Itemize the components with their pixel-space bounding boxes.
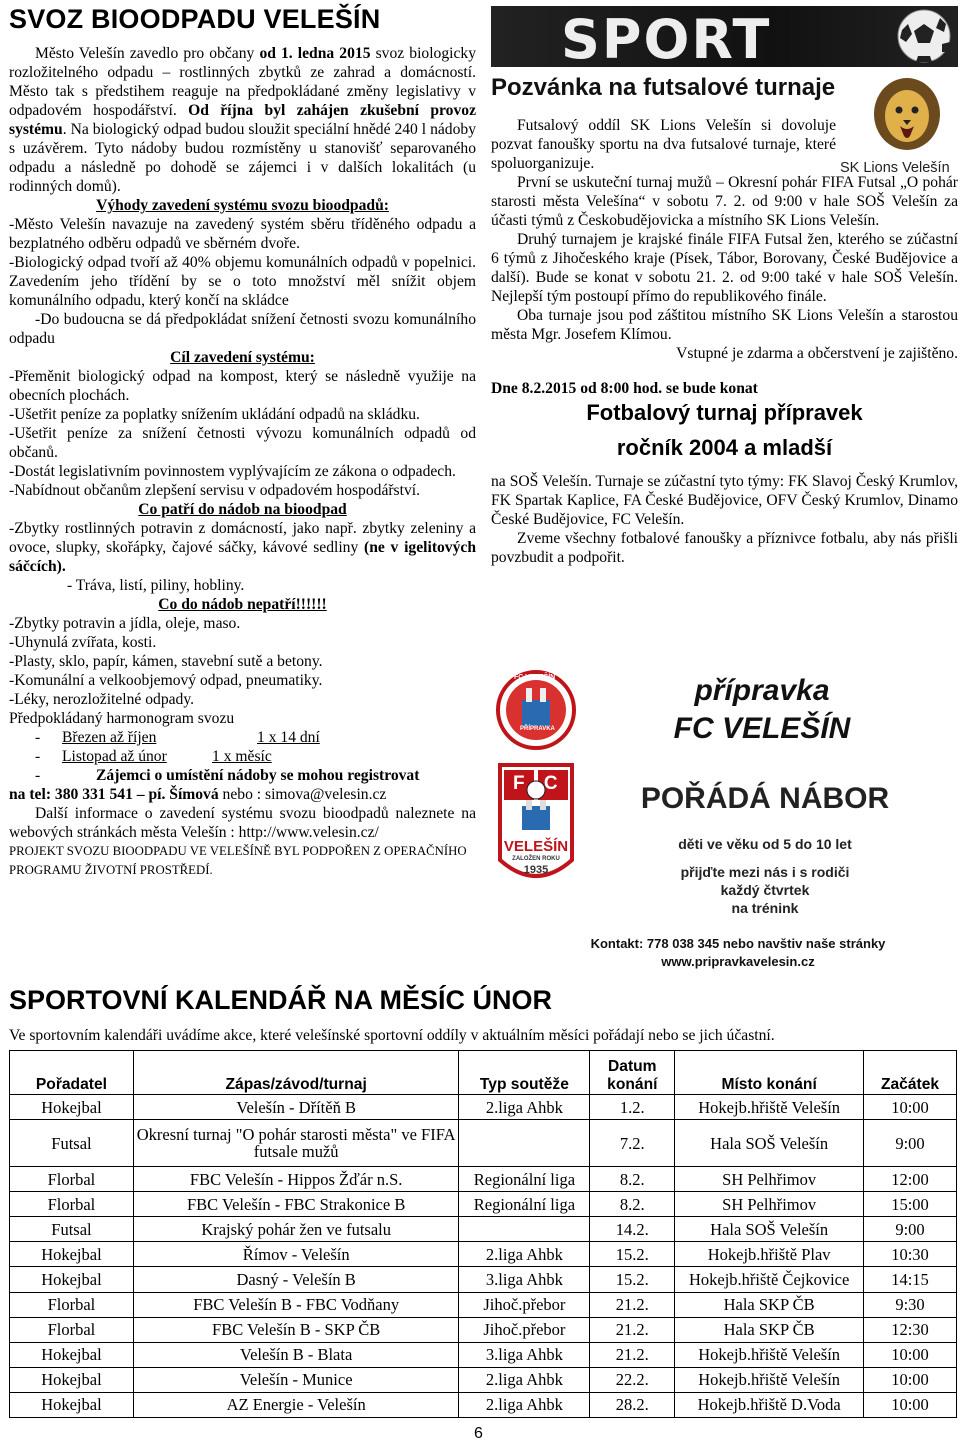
cell-organizer: Florbal <box>10 1292 134 1317</box>
cell-organizer: Hokejbal <box>10 1095 134 1120</box>
poster-line7: na trénink <box>731 900 799 916</box>
crest-top-text: FC VELEŠÍN <box>514 674 556 681</box>
cell-venue: Hokejb.hřiště D.Voda <box>675 1392 864 1417</box>
calendar-title: SPORTOVNÍ KALENDÁŘ NA MĚSÍC ÚNOR <box>9 985 553 1015</box>
cell-start: 9:30 <box>864 1292 957 1317</box>
sk-lions-logo-text: SK Lions Velešín <box>840 160 950 176</box>
contact-email[interactable]: nebo : simova@velesin.cz <box>218 786 387 803</box>
cell-competition: 2.liga Ahbk <box>459 1367 590 1392</box>
table-row <box>10 1267 957 1292</box>
cell-venue: Hala SKP ČB <box>675 1292 864 1317</box>
goal-item: -Nabídnout občanům zlepšení servisu v odpadovém hospodářství. <box>9 482 420 499</box>
schedule-title: Předpokládaný harmonogram svozu <box>9 710 235 727</box>
cell-match: Velešín - Dřítěň B <box>133 1095 459 1120</box>
cell-match: Velešín - Munice <box>133 1367 459 1392</box>
cell-match: Římov - Velešín <box>133 1242 459 1267</box>
calendar-note: Ve sportovním kalendáři uvádíme akce, které velešínské sportovní oddíly v aktuálním měsíci pořádají nebo se jich účastní. <box>9 1027 775 1044</box>
table-row <box>10 1192 957 1217</box>
column-header: Typ soutěže <box>459 1051 590 1095</box>
crest-year: 1935 <box>523 864 549 876</box>
sport-column <box>491 72 958 567</box>
not-belongs-item: -Plasty, sklo, papír, kámen, stavební sutě a betony. <box>9 653 323 670</box>
cell-match: FBC Velešín - Hippos Žďár n.S. <box>133 1167 459 1192</box>
intro-text-a: Město Velešín zavedlo pro občany <box>35 45 260 62</box>
intro-paragraph <box>9 44 476 196</box>
crest-mid-text: PŘÍPRAVKA <box>520 726 555 732</box>
poster-line5: přijďte mezi nás i s rodiči <box>680 864 850 880</box>
cell-venue: Hokejb.hřiště Velešín <box>675 1342 864 1367</box>
table-row <box>10 1167 957 1192</box>
calendar-table <box>9 1050 957 1418</box>
goal-item: -Ušetřit peníze za poplatky snížením ukládání odpadů na skládku. <box>9 406 420 423</box>
poster-line6: každý čtvrtek <box>720 882 810 898</box>
poster-line1: přípravka <box>694 674 830 707</box>
schedule-period: Březen až říjen <box>62 729 157 746</box>
cell-venue: SH Pelhřimov <box>675 1167 864 1192</box>
goal-heading: Cíl zavedení systému: <box>170 349 315 366</box>
crest-founded: ZALOŽEN ROKU <box>512 856 560 862</box>
cell-organizer: Florbal <box>10 1192 134 1217</box>
cell-organizer: Hokejbal <box>10 1267 134 1292</box>
cell-venue: Hala SOŠ Velešín <box>675 1120 864 1167</box>
cell-start: 10:00 <box>864 1342 957 1367</box>
cell-venue: Hokejb.hřiště Velešín <box>675 1367 864 1392</box>
cell-start: 15:00 <box>864 1192 957 1217</box>
goal-item: -Přeměnit biologický odpad na kompost, který se následně využije na obecních plochách. <box>9 368 476 404</box>
cell-competition: 3.liga Ahbk <box>459 1267 590 1292</box>
cell-competition: 2.liga Ahbk <box>459 1392 590 1417</box>
poster-website[interactable]: www.pripravkavelesin.cz <box>661 954 815 969</box>
cell-organizer: Hokejbal <box>10 1367 134 1392</box>
cell-match: Krajský pohár žen ve futsalu <box>133 1217 459 1242</box>
table-row <box>10 1367 957 1392</box>
table-row <box>10 1095 957 1120</box>
futsal-heading: Pozvánka na futsalové turnaje <box>491 74 836 101</box>
cell-competition: 3.liga Ahbk <box>459 1342 590 1367</box>
column-header: Zápas/závod/turnaj <box>133 1051 459 1095</box>
crest-name: VELEŠÍN <box>503 838 569 855</box>
cell-date: 21.2. <box>590 1292 675 1317</box>
column-header: Datum konání <box>590 1051 675 1095</box>
table-header-row <box>10 1051 957 1095</box>
belongs-item: - Tráva, listí, piliny, hobliny. <box>67 577 245 594</box>
sport-banner-label: SPORT <box>561 8 772 67</box>
cell-organizer: Futsal <box>10 1120 134 1167</box>
belongs-text: -Zbytky rostlinných potravin z domácností, jako např. zbytky zeleniny a ovoce, slupky, skořápky, čajové sáčky, kávové sedliny <box>9 520 476 556</box>
cell-date: 8.2. <box>590 1192 675 1217</box>
futsal-paragraph: Druhý turnajem je krajské finále FIFA Futsal žen, kterého se zúčastní 6 týmů z Jihočeského kraje (Písek, Tábor, Borovany, České Budějovice a další). Bude se konat v sobotu 21. 2. od 9:00 také v hale SOŠ Velešín. Nejlepší tým postoupí přímo do republikového finále. <box>491 231 958 305</box>
cell-competition: Jihoč.přebor <box>459 1317 590 1342</box>
table-row <box>10 1342 957 1367</box>
cell-start: 10:00 <box>864 1095 957 1120</box>
intro-text-c: svoz biologicky rozložitelného odpadu – rostlinných zbytků ze zahrad a domácností. Město tak s předstihem reaguje na předpokládané změny legislativy v odpadovém hospodářství. <box>9 45 476 119</box>
cell-organizer: Hokejbal <box>10 1392 134 1417</box>
cell-organizer: Florbal <box>10 1317 134 1342</box>
benefit-item: -Město Velešín navazuje na zavedený systém sběru tříděného odpadu a bezplatného odběru odpadů ve sběrném dvoře. <box>9 216 476 252</box>
cell-date: 1.2. <box>590 1095 675 1120</box>
recruitment-poster <box>496 660 958 982</box>
belongs-note: (ne v igelitových sáčcích). <box>9 539 476 575</box>
contact-phone: na tel: 380 331 541 – pí. Šímová <box>9 786 219 803</box>
intro-text-e: . Na biologický odpad budou sloužit speciální hnědé 240 l nádoby s uzávěrem. Tyto nádoby budou rozmístěny u stanovišť separovaného odpadu a následně po dohodě se zájemci i v dalších lokalitách (u rodinných domů). <box>9 121 476 195</box>
cell-venue: Hala SOŠ Velešín <box>675 1217 864 1242</box>
goal-item: -Ušetřit peníze za snížení četnosti vývozu komunálních odpadů od občanů. <box>9 425 476 461</box>
benefits-heading: Výhody zavedení systému svozu bioodpadů: <box>96 197 389 214</box>
cell-start: 9:00 <box>864 1217 957 1242</box>
cell-competition: 2.liga Ahbk <box>459 1242 590 1267</box>
cell-start: 10:00 <box>864 1392 957 1417</box>
not-belongs-heading: Co do nádob nepatří!!!!!! <box>158 596 327 613</box>
cell-competition: 2.liga Ahbk <box>459 1095 590 1120</box>
table-row <box>10 1392 957 1417</box>
contact-line <box>9 785 476 804</box>
benefit-item: -Biologický odpad tvoří až 40% objemu komunálních odpadů v popelnici. Zavedením jeho třídění by se o toto množství měl snížit objem komunálního odpadu, který končí na skládce <box>9 254 476 309</box>
futsal-paragraph: První se uskuteční turnaj mužů – Okresní pohár FIFA Futsal „O pohár starosti města Velešína“ v sobotu 7. 2. od 9:00 v hale SOŠ Velešín za účasti týmů z Českobudějovicka a místního SK Lions Velešín. <box>491 174 958 229</box>
schedule-row: - Listopad až únor 1 x měsíc <box>35 748 272 765</box>
not-belongs-item: -Uhynulá zvířata, kosti. <box>9 634 157 651</box>
cell-competition: Jihoč.přebor <box>459 1292 590 1317</box>
soccer-ball-icon <box>896 8 952 64</box>
schedule-row: - Zájemci o umístění nádoby se mohou registrovat <box>35 767 420 784</box>
cell-match: FBC Velešín - FBC Strakonice B <box>133 1192 459 1217</box>
cell-organizer: Hokejbal <box>10 1342 134 1367</box>
cell-date: 22.2. <box>590 1367 675 1392</box>
cell-organizer: Hokejbal <box>10 1242 134 1267</box>
cell-competition <box>459 1120 590 1167</box>
poster-line3: POŘÁDÁ NÁBOR <box>640 782 890 815</box>
cell-start: 14:15 <box>864 1267 957 1292</box>
cell-start: 10:30 <box>864 1242 957 1267</box>
column-header: Místo konání <box>675 1051 864 1095</box>
not-belongs-item: -Léky, nerozložitelné odpady. <box>9 691 195 708</box>
belongs-heading: Co patří do nádob na bioodpad <box>138 501 347 518</box>
table-row <box>10 1120 957 1167</box>
futsal-paragraph: Vstupné je zdarma a občerstvení je zajištěno. <box>676 345 958 362</box>
table-row <box>10 1217 957 1242</box>
cell-venue: Hala SKP ČB <box>675 1317 864 1342</box>
cell-date: 14.2. <box>590 1217 675 1242</box>
calendar-table-body <box>10 1095 957 1418</box>
football-subheading: ročník 2004 a mladší <box>616 435 833 460</box>
more-info: Další informace o zavedení systému svozu bioodpadů naleznete na webových stránkách města Velešín : http://www.velesin.cz/ <box>9 805 476 841</box>
cell-date: 28.2. <box>590 1392 675 1417</box>
article-title: SVOZ BIOODPADU VELEŠÍN <box>9 4 381 34</box>
cell-start: 12:30 <box>864 1317 957 1342</box>
cell-date: 21.2. <box>590 1317 675 1342</box>
cell-venue: SH Pelhřimov <box>675 1192 864 1217</box>
football-paragraph: na SOŠ Velešín. Turnaje se zúčastní tyto týmy: FK Slavoj Český Krumlov, FK Spartak Kaplice, FA České Budějovice, OFV Český Krumlov, Dinamo České Budějovice, FC Velešín. <box>491 473 958 528</box>
cell-match: Dasný - Velešín B <box>133 1267 459 1292</box>
cell-start: 10:00 <box>864 1367 957 1392</box>
project-note: PROJEKT SVOZU BIOODPADU VE VELEŠÍNĚ BYL PODPOŘEN Z OPERAČNÍHO PROGRAMU ŽIVOTNÍ PROSTŘEDÍ. <box>9 844 467 877</box>
cell-date: 15.2. <box>590 1242 675 1267</box>
cell-date: 8.2. <box>590 1167 675 1192</box>
schedule-frequency: 1 x 14 dní <box>257 729 320 746</box>
poster-line4: děti ve věku od 5 do 10 let <box>678 836 852 852</box>
cell-date: 7.2. <box>590 1120 675 1167</box>
biowaste-article <box>9 0 476 880</box>
cell-match: Velešín B - Blata <box>133 1342 459 1367</box>
cell-venue: Hokejb.hřiště Plav <box>675 1242 864 1267</box>
cell-match: Okresní turnaj "O pohár starosti města" ve FIFA futsale mužů <box>133 1120 459 1167</box>
futsal-paragraph: Futsalový oddíl SK Lions Velešín si dovoluje pozvat fanoušky sportu na dva futsalové turnaje, které spoluorganizuje. <box>491 117 836 172</box>
futsal-paragraph: Oba turnaje jsou pod záštitou místního SK Lions Velešín a starostou města Mgr. Josefem Klímou. <box>491 307 958 343</box>
page-number: 6 <box>474 1425 483 1442</box>
cell-venue: Hokejb.hřiště Čejkovice <box>675 1267 864 1292</box>
football-date: Dne 8.2.2015 od 8:00 hod. se bude konat <box>491 380 758 397</box>
crest-letters: F C <box>513 773 558 794</box>
cell-date: 15.2. <box>590 1267 675 1292</box>
cell-organizer: Futsal <box>10 1217 134 1242</box>
column-header: Začátek <box>864 1051 957 1095</box>
not-belongs-item: -Komunální a velkoobjemový odpad, pneumatiky. <box>9 672 323 689</box>
sport-banner <box>491 6 958 67</box>
trial-run-note: Od října byl zahájen zkušební provoz systému <box>9 102 476 138</box>
schedule-period: Listopad až únor <box>62 748 167 765</box>
cell-match: FBC Velešín B - FBC Vodňany <box>133 1292 459 1317</box>
registration-note: Zájemci o umístění nádoby se mohou registrovat <box>96 767 420 784</box>
cell-competition: Regionální liga <box>459 1167 590 1192</box>
not-belongs-item: -Zbytky potravin a jídla, oleje, maso. <box>9 615 241 632</box>
table-row <box>10 1292 957 1317</box>
benefit-item: -Do budoucna se dá předpokládat snížení četnosti svozu komunálního odpadu <box>9 311 476 347</box>
cell-competition: Regionální liga <box>459 1192 590 1217</box>
cell-start: 9:00 <box>864 1120 957 1167</box>
schedule-frequency: 1 x měsíc <box>212 748 272 765</box>
cell-match: FBC Velešín B - SKP ČB <box>133 1317 459 1342</box>
cell-venue: Hokejb.hřiště Velešín <box>675 1095 864 1120</box>
cell-competition <box>459 1217 590 1242</box>
schedule-row: - Březen až říjen 1 x 14 dní <box>35 729 320 746</box>
poster-line2: FC VELEŠÍN <box>673 712 851 745</box>
football-paragraph: Zveme všechny fotbalové fanoušky a příznivce fotbalu, aby nás přišli povzbudit a podpořit. <box>491 530 958 566</box>
poster-contact: Kontakt: 778 038 345 nebo navštiv naše stránky <box>590 936 886 951</box>
belongs-item <box>9 519 476 576</box>
table-row <box>10 1242 957 1267</box>
cell-organizer: Florbal <box>10 1167 134 1192</box>
cell-start: 12:00 <box>864 1167 957 1192</box>
table-row <box>10 1317 957 1342</box>
intro-date: od 1. ledna 2015 <box>259 45 371 62</box>
cell-date: 21.2. <box>590 1342 675 1367</box>
goal-item: -Dostát legislativním povinnostem vyplývajícím ze zákona o odpadech. <box>9 463 456 480</box>
football-heading: Fotbalový turnaj přípravek <box>586 400 863 425</box>
column-header: Pořadatel <box>10 1051 134 1095</box>
cell-match: AZ Energie - Velešín <box>133 1392 459 1417</box>
